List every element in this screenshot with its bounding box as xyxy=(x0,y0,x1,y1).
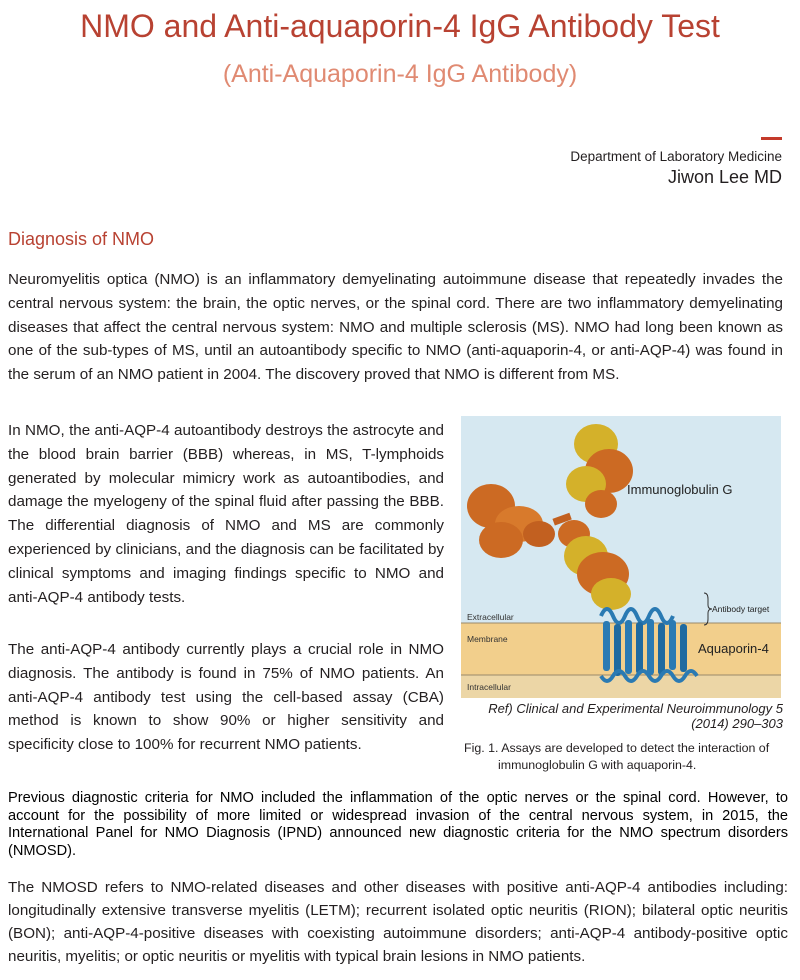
section-heading: Diagnosis of NMO xyxy=(8,229,155,249)
antibody-role-paragraph: The anti-AQP-4 antibody currently plays a crucial role in NMO diagnosis. The antibody is found in 75% of NMO patients. An anti-AQP-4 antibody test using the cell-based assay (CBA) method is known to show 90% or higher sensitivity and specificity close to 100% for recurrent NMO patients. xyxy=(8,641,444,754)
figure-caption xyxy=(464,740,794,774)
label-extracellular: Extracellular xyxy=(467,612,514,622)
label-aquaporin-4: Aquaporin-4 xyxy=(698,641,769,656)
label-intracellular: Intracellular xyxy=(467,682,511,692)
figure-caption-line-1: Fig. 1. Assays are developed to detect the interaction of xyxy=(464,741,770,755)
page-title: NMO and Anti-aquaporin-4 IgG Antibody Test xyxy=(80,8,720,44)
diagnostic-criteria-paragraph: Previous diagnostic criteria for NMO included the inflammation of the optic nerves or the spinal cord. However, to account for the possibility of more limited or widespread invasion of the central nervous system, in 2015, the International Panel for NMO Diagnosis (IPND) announced new diagnostic criteria for the NMO spectrum disorders (NMOSD). xyxy=(8,790,788,859)
figure-reference-line-1: Ref) Clinical and Experimental Neuroimmunology 5 xyxy=(488,701,783,716)
intro-paragraph: Neuromyelitis optica (NMO) is an inflammatory demyelinating autoimmune disease that repeatedly invades the central nervous system: the brain, the optic nerves, or the spinal cord. There are two inflammatory demyelinating diseases that affect the central nervous system: NMO and multiple sclerosis (MS). NMO had long been known as one of the sub-types of MS, until an autoantibody specific to NMO (anti-aquaporin-4, or anti-AQP-4) was found in the serum of an NMO patient in 2004. The discovery proved that NMO is different from MS. xyxy=(8,271,783,384)
figure-reference xyxy=(461,701,783,731)
author-department: Department of Laboratory Medicine xyxy=(570,149,782,164)
page-subtitle: (Anti-Aquaporin-4 IgG Antibody) xyxy=(222,60,578,88)
label-immunoglobulin-g: Immunoglobulin G xyxy=(627,482,733,497)
label-membrane: Membrane xyxy=(467,634,508,644)
nmosd-paragraph: The NMOSD refers to NMO-related diseases and other diseases with positive anti-AQP-4 antibodies including: longitudinally extensive transverse myelitis (LETM); recurrent isolated optic neuritis (RION); bilateral optic neuritis (BON); anti-AQP-4-positive diseases with coexisting autoimmune disorders; anti-AQP-4 antibody-positive optic neuritis, myelitis; or optic neuritis or myelitis with typical brain lesions in NMO patients. xyxy=(8,879,788,965)
figure-igg-aquaporin xyxy=(461,416,781,698)
label-antibody-target: Antibody target xyxy=(712,604,770,614)
figure-reference-line-2: (2014) 290–303 xyxy=(691,716,783,731)
author-name: Jiwon Lee MD xyxy=(667,167,782,187)
author-accent-bar xyxy=(761,137,782,140)
figure-illustration xyxy=(461,416,781,698)
mechanism-paragraph: In NMO, the anti-AQP-4 autoantibody destroys the astrocyte and the blood brain barrier (BBB) whereas, in MS, T-lymphoids generated by molecular mimicry work as autoantibodies, and damage the myelogeny of the spinal fluid after passing the BBB. The differential diagnosis of NMO and MS are commonly experienced by clinicians, and the diagnosis can be facilitated by clinical symptoms and imaging findings specific to NMO and anti-AQP-4 antibody tests. xyxy=(8,422,444,606)
figure-caption-line-2: immunoglobulin G with aquaporin-4. xyxy=(498,758,697,772)
